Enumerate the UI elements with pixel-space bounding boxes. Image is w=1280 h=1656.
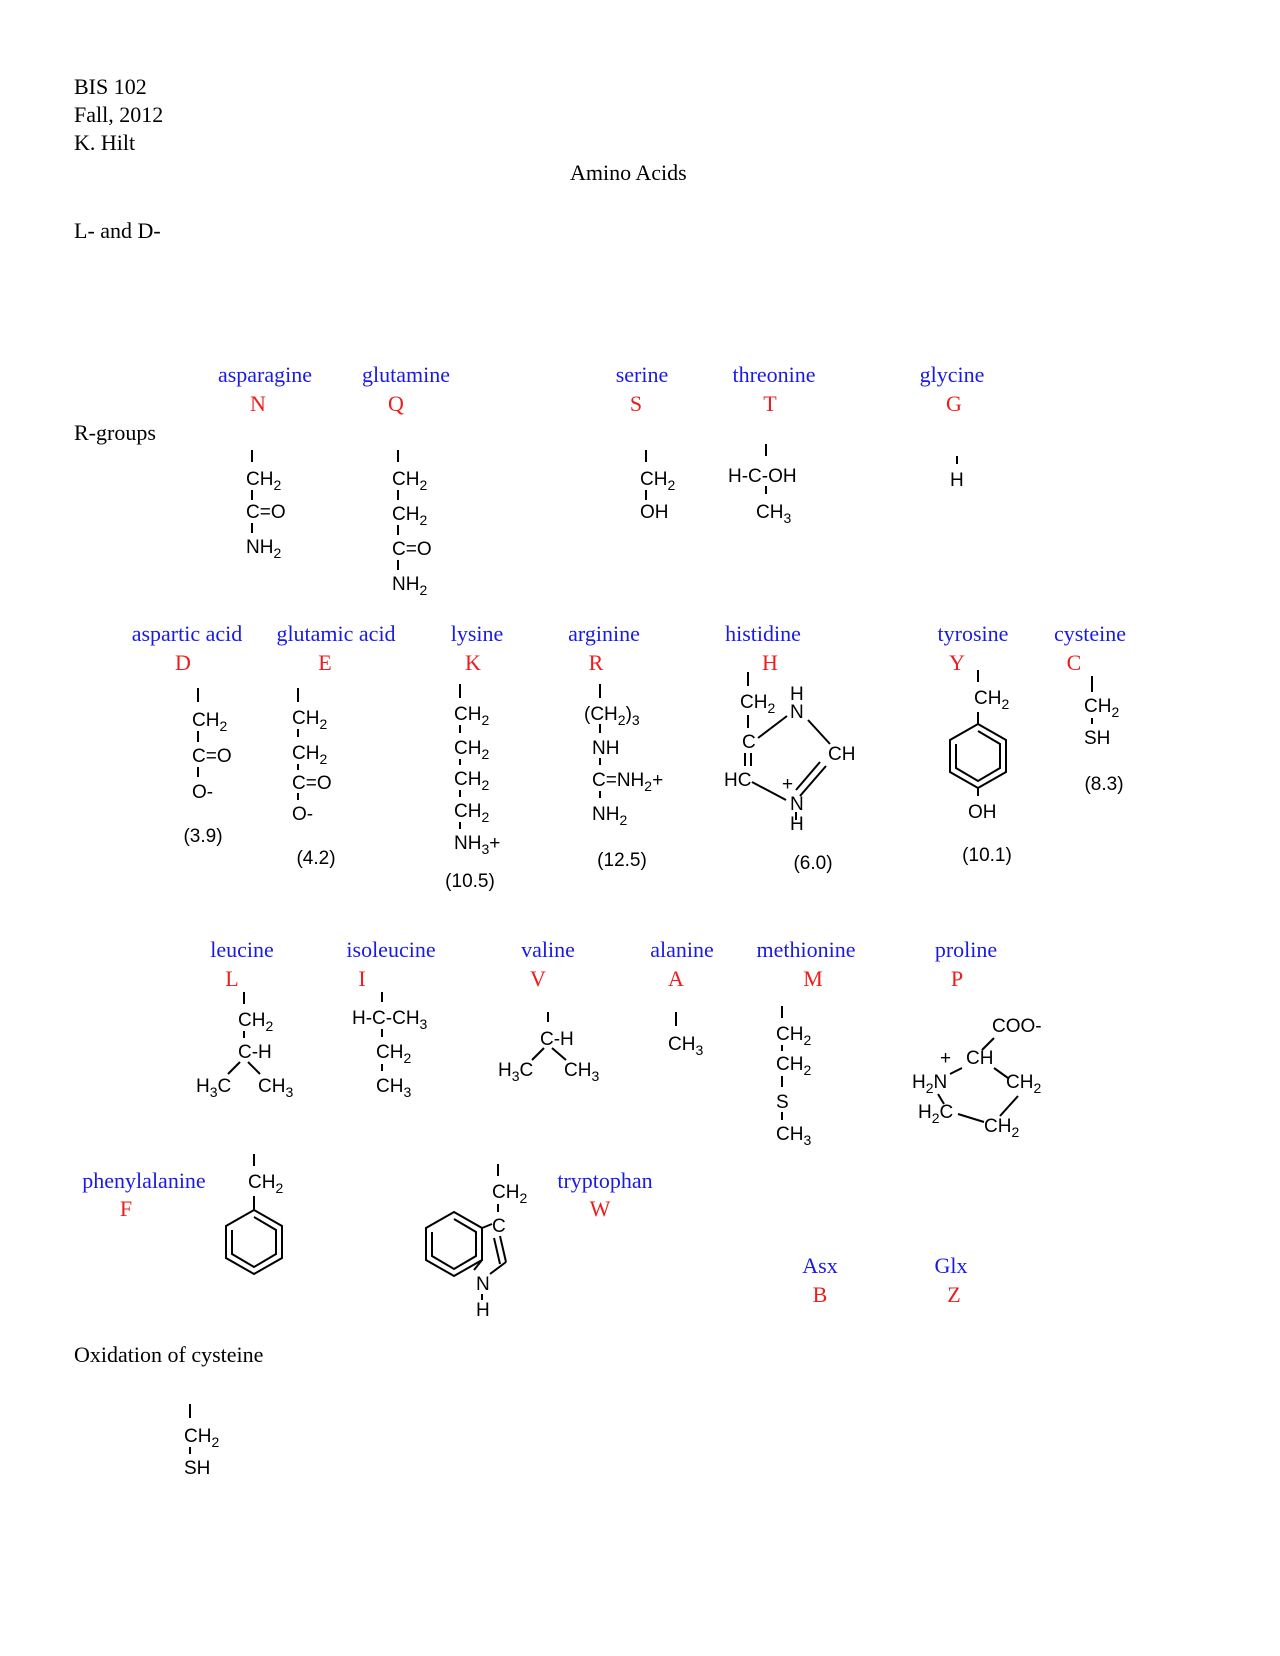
pka-aspartic-acid: (3.9) [183, 826, 223, 847]
code-proline: P [950, 966, 964, 991]
svg-text:H-C-CH3: $H-C-CH_3$ [352, 1008, 428, 1032]
structure-threonine [728, 444, 797, 526]
name-isoleucine: isoleucine [346, 937, 436, 962]
svg-text:CH2: $CH_2$ [454, 769, 490, 793]
code-threonine: T [763, 391, 777, 416]
svg-text:SH: SH [1084, 728, 1111, 749]
code-tyrosine: Y [949, 650, 965, 675]
code-valine: V [530, 966, 546, 991]
name-asx: Asx [802, 1253, 838, 1278]
name-glutamic-acid: glutamic acid [276, 621, 396, 646]
oxidation-heading: Oxidation of cysteine [74, 1342, 264, 1367]
pka-lysine: (10.5) [445, 871, 495, 892]
svg-text:H: H [476, 1300, 490, 1321]
svg-text:C=NH2+: $C=NH_2+$ [592, 770, 664, 794]
svg-text:C=O: C=O [246, 502, 286, 523]
structure-valine [498, 1012, 599, 1084]
structure-glutamine [392, 450, 432, 598]
svg-text:CH: CH [966, 1048, 994, 1069]
svg-text:CH2: $CH_2$ [776, 1024, 812, 1048]
svg-text:N: N [790, 702, 804, 723]
code-serine: S [629, 391, 643, 416]
structure-alanine [668, 1012, 703, 1058]
svg-text:H3C: $H_3C$ [196, 1076, 232, 1100]
page-title: Amino Acids [570, 160, 687, 185]
svg-text:CH2: $CH_2$ [238, 1010, 274, 1034]
code-glx: Z [947, 1282, 961, 1307]
code-glutamine: Q [388, 391, 404, 416]
svg-text:CH2: $CH_2$ [248, 1172, 284, 1196]
svg-text:CH2: $CH_2$ [740, 692, 776, 716]
name-alanine: alanine [650, 937, 714, 962]
name-aspartic-acid: aspartic acid [131, 621, 243, 646]
pka-arginine: (12.5) [597, 850, 647, 871]
svg-text:H2C: $H_2C$ [918, 1102, 954, 1126]
name-valine: valine [521, 937, 575, 962]
name-proline: proline [934, 937, 998, 962]
pka-histidine: (6.0) [793, 853, 833, 874]
svg-text:CH2: $CH_2$ [454, 704, 490, 728]
svg-text:CH2: $CH_2$ [974, 688, 1010, 712]
svg-text:C=O: C=O [292, 773, 332, 794]
svg-text:CH2: $CH_2$ [192, 710, 228, 734]
structure-arginine [584, 684, 663, 828]
name-histidine: histidine [725, 621, 801, 646]
svg-text:CH2: $CH_2$ [376, 1042, 412, 1066]
svg-text:H: H [790, 684, 804, 705]
structure-histidine [724, 672, 855, 835]
name-lysine: lysine [450, 621, 504, 646]
code-histidine: H [762, 650, 778, 675]
structure-methionine [776, 1006, 811, 1148]
name-glx: Glx [934, 1253, 968, 1278]
structure-tryptophan [426, 1164, 527, 1321]
svg-text:CH2: $CH_2$ [776, 1054, 812, 1078]
svg-text:H3C: $H_3C$ [498, 1060, 534, 1084]
code-alanine: A [668, 966, 684, 991]
code-aspartic-acid: D [175, 650, 191, 675]
name-leucine: leucine [210, 937, 274, 962]
code-lysine: K [465, 650, 481, 675]
code-cysteine: C [1066, 650, 1082, 675]
svg-text:N: N [476, 1274, 490, 1295]
svg-text:CH2: $CH_2$ [392, 504, 428, 528]
svg-text:NH2: $NH_2$ [592, 804, 628, 828]
stereo-heading: L- and D- [74, 218, 161, 243]
structure-proline [912, 1016, 1042, 1140]
structure-leucine [196, 992, 293, 1100]
code-arginine: R [588, 650, 604, 675]
course-label: BIS 102 [74, 74, 147, 99]
pka-glutamic-acid: (4.2) [296, 848, 336, 869]
svg-text:CH3: $CH_3$ [376, 1076, 412, 1100]
svg-text:CH2: $CH_2$ [184, 1426, 220, 1450]
name-asparagine: asparagine [217, 362, 313, 387]
svg-text:C-H: C-H [540, 1029, 574, 1050]
structure-glycine [950, 456, 964, 491]
structure-cysteine-oxidation [184, 1404, 219, 1479]
name-phenylalanine: phenylalanine [82, 1168, 206, 1193]
pka-cysteine: (8.3) [1084, 774, 1124, 795]
svg-text:CH3: $CH_3$ [756, 502, 792, 526]
svg-text:CH2: $CH_2$ [292, 743, 328, 767]
name-glutamine: glutamine [362, 362, 450, 387]
svg-text:C=O: C=O [392, 539, 432, 560]
code-asx: B [812, 1282, 828, 1307]
svg-text:SH: SH [184, 1458, 211, 1479]
structure-isoleucine [352, 992, 428, 1100]
svg-text:CH: CH [828, 744, 856, 765]
svg-text:OH: OH [640, 502, 669, 523]
term-label: Fall, 2012 [74, 102, 164, 127]
name-threonine: threonine [732, 362, 816, 387]
svg-text:S: S [776, 1092, 789, 1113]
svg-text:OH: OH [968, 802, 997, 823]
name-arginine: arginine [568, 621, 640, 646]
code-glycine: G [946, 391, 962, 416]
code-leucine: L [225, 966, 239, 991]
svg-text:CH2: $CH_2$ [292, 708, 328, 732]
name-serine: serine [615, 362, 669, 387]
structure-lysine [454, 684, 500, 857]
name-methionine: methionine [756, 937, 856, 962]
svg-text:CH2: $CH_2$ [454, 738, 490, 762]
svg-text:CH3: $CH_3$ [258, 1076, 294, 1100]
svg-text:HC: HC [724, 770, 752, 791]
code-isoleucine: I [358, 966, 366, 991]
name-cysteine: cysteine [1053, 621, 1127, 646]
svg-text:CH2: $CH_2$ [640, 469, 676, 493]
name-glycine: glycine [919, 362, 985, 387]
svg-text:CH2: $CH_2$ [984, 1116, 1020, 1140]
svg-text:CH3: $CH_3$ [564, 1060, 600, 1084]
svg-text:CH3: $CH_3$ [776, 1124, 812, 1148]
svg-text:+: + [782, 774, 794, 795]
svg-text:(CH2)3: $(CH_2)_3$ [584, 704, 640, 728]
svg-text:NH2: $NH_2$ [392, 574, 428, 598]
rgroups-heading: R-groups [74, 420, 156, 445]
author-label: K. Hilt [74, 130, 136, 155]
svg-text:H-C-OH: H-C-OH [728, 466, 797, 487]
svg-text:+: + [940, 1048, 952, 1069]
svg-text:CH2: $CH_2$ [246, 469, 282, 493]
name-tyrosine: tyrosine [937, 621, 1009, 646]
svg-text:C: C [492, 1216, 506, 1237]
svg-text:H2N: $H_2N$ [912, 1072, 948, 1096]
svg-text:N: N [790, 794, 804, 815]
svg-text:CH2: $CH_2$ [392, 469, 428, 493]
code-asparagine: N [250, 391, 266, 416]
svg-text:NH3+: $NH_3+$ [454, 833, 501, 857]
svg-text:H: H [950, 470, 964, 491]
svg-text:O-: O- [292, 804, 314, 825]
structure-serine [640, 450, 675, 523]
svg-text:CH3: $CH_3$ [668, 1034, 704, 1058]
svg-text:CH2: $CH_2$ [1006, 1072, 1042, 1096]
code-methionine: M [803, 966, 823, 991]
name-tryptophan: tryptophan [557, 1168, 653, 1193]
svg-text:C-H: C-H [238, 1042, 272, 1063]
svg-text:C=O: C=O [192, 746, 232, 767]
structure-cysteine [1084, 676, 1119, 749]
structure-aspartic-acid [192, 688, 232, 803]
svg-text:CH2: $CH_2$ [1084, 696, 1120, 720]
svg-text:NH: NH [592, 738, 620, 759]
svg-text:O-: O- [192, 782, 214, 803]
svg-text:C: C [742, 732, 756, 753]
svg-text:NH2: $NH_2$ [246, 537, 282, 561]
code-tryptophan: W [589, 1196, 611, 1221]
svg-text:COO-: COO- [992, 1016, 1042, 1037]
structure-tyrosine [950, 670, 1009, 823]
code-glutamic-acid: E [318, 650, 332, 675]
svg-text:CH2: $CH_2$ [454, 801, 490, 825]
structure-phenylalanine [226, 1154, 283, 1274]
structure-glutamic-acid [292, 688, 332, 825]
structure-asparagine [246, 450, 286, 561]
pka-tyrosine: (10.1) [962, 845, 1012, 866]
svg-text:H: H [790, 814, 804, 835]
code-phenylalanine: F [119, 1196, 133, 1221]
svg-text:CH2: $CH_2$ [492, 1182, 528, 1206]
